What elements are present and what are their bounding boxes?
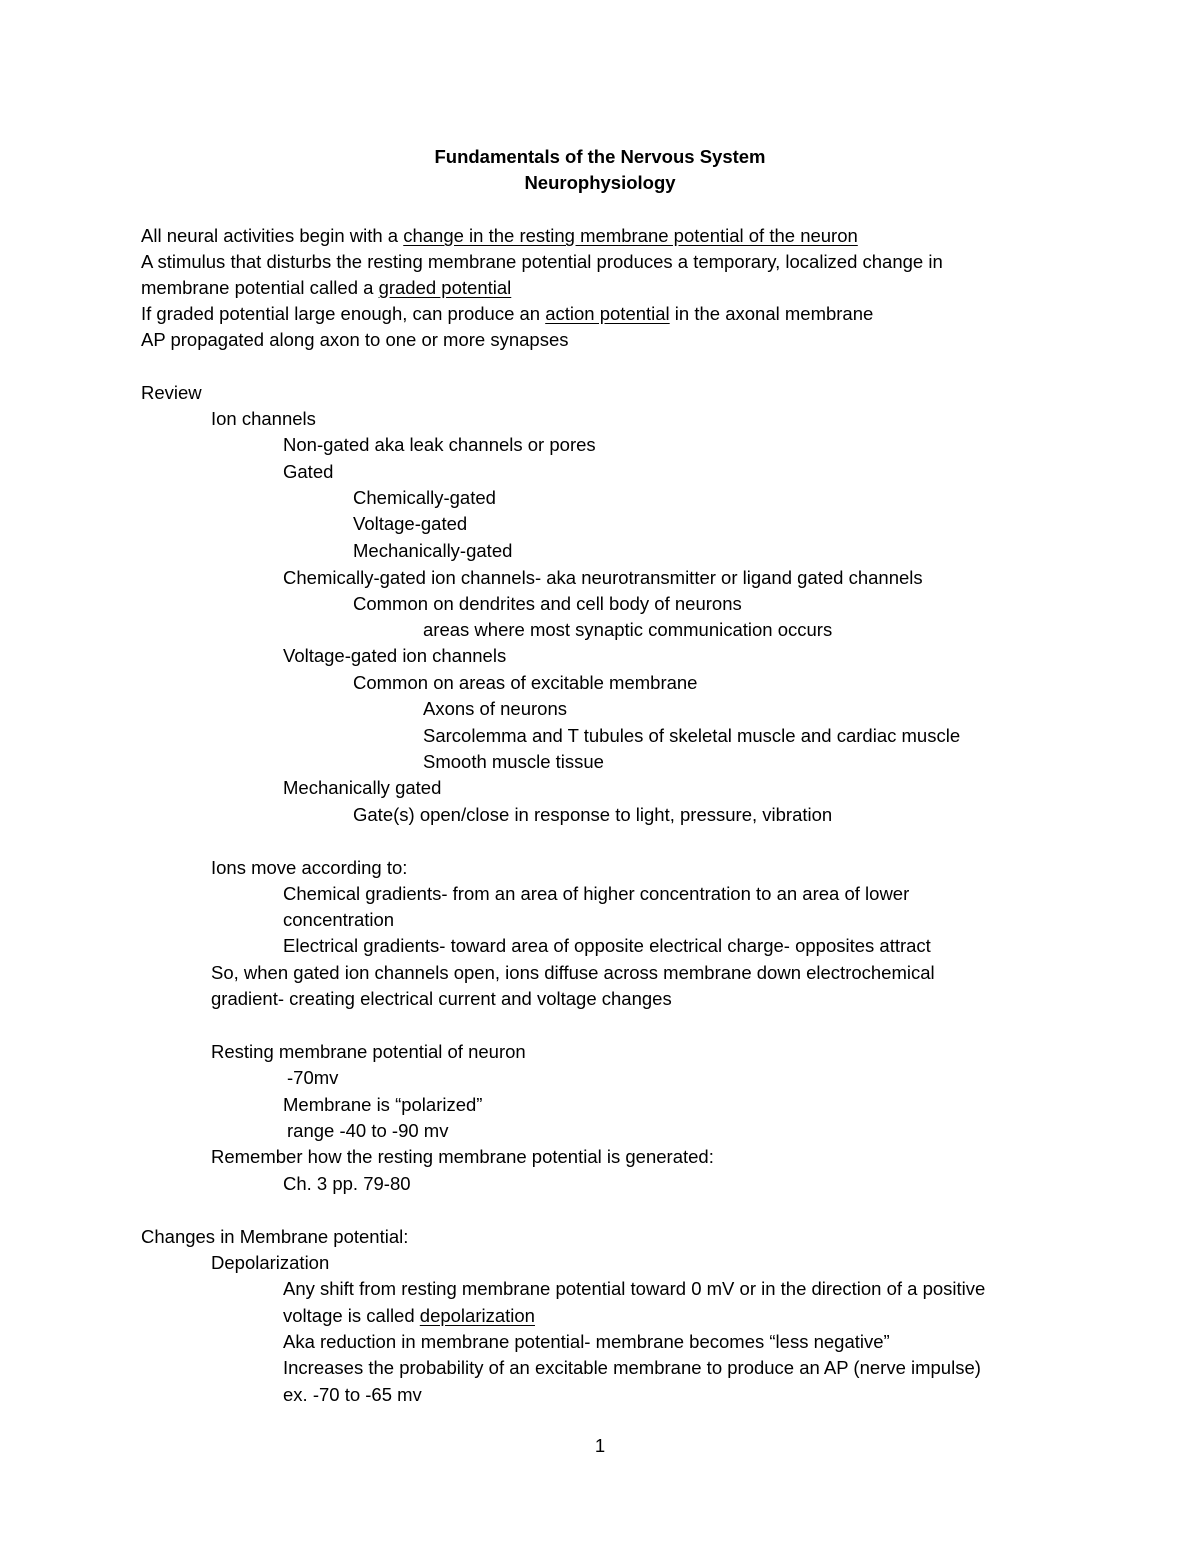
intro-text: in the axonal membrane (669, 303, 874, 324)
depol-increases: Increases the probability of an excitable membrane to produce an AP (nerve impulse) (283, 1357, 981, 1378)
mech-gated-heading: Mechanically gated (283, 777, 442, 798)
intro-text: membrane potential called a (141, 277, 379, 298)
review-heading: Review (141, 382, 202, 403)
depol-definition: Any shift from resting membrane potential toward 0 mV or in the direction of a positive (283, 1278, 986, 1299)
depol-definition-cont (283, 1303, 535, 1329)
resting-reference: Ch. 3 pp. 79-80 (283, 1173, 411, 1194)
chemically-gated: Chemically-gated (353, 487, 496, 508)
intro-line-4 (141, 301, 873, 327)
resting-polarized: Membrane is “polarized” (283, 1094, 483, 1115)
document-subtitle: Neurophysiology (524, 172, 676, 193)
gated: Gated (283, 461, 334, 482)
underlined-term: graded potential (378, 277, 512, 298)
intro-line-2: A stimulus that disturbs the resting membrane potential produces a temporary, localized change in (141, 251, 943, 272)
ions-heading: Ions move according to: (211, 857, 408, 878)
volt-gated-item: Smooth muscle tissue (423, 751, 604, 772)
volt-gated-heading: Voltage-gated ion channels (283, 645, 507, 666)
underlined-term: depolarization (419, 1305, 535, 1326)
underlined-term: action potential (545, 303, 670, 324)
voltage-gated: Voltage-gated (353, 513, 468, 534)
ions-summary: So, when gated ion channels open, ions diffuse across membrane down electrochemical (211, 962, 935, 983)
electrical-gradients: Electrical gradients- toward area of opposite electrical charge- opposites attract (283, 935, 931, 956)
intro-line-5: AP propagated along axon to one or more synapses (141, 329, 569, 350)
mechanically-gated: Mechanically-gated (353, 540, 513, 561)
intro-line-1 (141, 223, 858, 249)
resting-range: range -40 to -90 mv (287, 1120, 449, 1141)
non-gated: Non-gated aka leak channels or pores (283, 434, 596, 455)
depol-example: ex. -70 to -65 mv (283, 1384, 422, 1405)
depolarization-heading: Depolarization (211, 1252, 330, 1273)
underlined-term: change in the resting membrane potential of the neuron (403, 225, 858, 246)
depol-text: voltage is called (283, 1305, 420, 1326)
intro-text: All neural activities begin with a (141, 225, 404, 246)
volt-gated-item: Axons of neurons (423, 698, 567, 719)
ion-channels: Ion channels (211, 408, 316, 429)
chem-gated-note: Common on dendrites and cell body of neurons (353, 593, 742, 614)
resting-remember: Remember how the resting membrane potential is generated: (211, 1146, 714, 1167)
resting-value: -70mv (287, 1067, 339, 1088)
changes-heading: Changes in Membrane potential: (141, 1226, 409, 1247)
chemical-gradients-cont: concentration (283, 909, 395, 930)
intro-text: If graded potential large enough, can produce an (141, 303, 546, 324)
chem-gated-subnote: areas where most synaptic communication occurs (423, 619, 833, 640)
depol-aka: Aka reduction in membrane potential- membrane becomes “less negative” (283, 1331, 890, 1352)
volt-gated-item: Sarcolemma and T tubules of skeletal muscle and cardiac muscle (423, 725, 961, 746)
ions-summary-cont: gradient- creating electrical current and voltage changes (211, 988, 672, 1009)
volt-gated-note: Common on areas of excitable membrane (353, 672, 698, 693)
document-title: Fundamentals of the Nervous System (434, 146, 766, 167)
chem-gated-heading: Chemically-gated ion channels- aka neurotransmitter or ligand gated channels (283, 567, 923, 588)
mech-gated-note: Gate(s) open/close in response to light, pressure, vibration (353, 804, 833, 825)
resting-heading: Resting membrane potential of neuron (211, 1041, 526, 1062)
page-number: 1 (594, 1435, 606, 1456)
chemical-gradients: Chemical gradients- from an area of higher concentration to an area of lower (283, 883, 910, 904)
intro-line-3 (141, 275, 511, 301)
